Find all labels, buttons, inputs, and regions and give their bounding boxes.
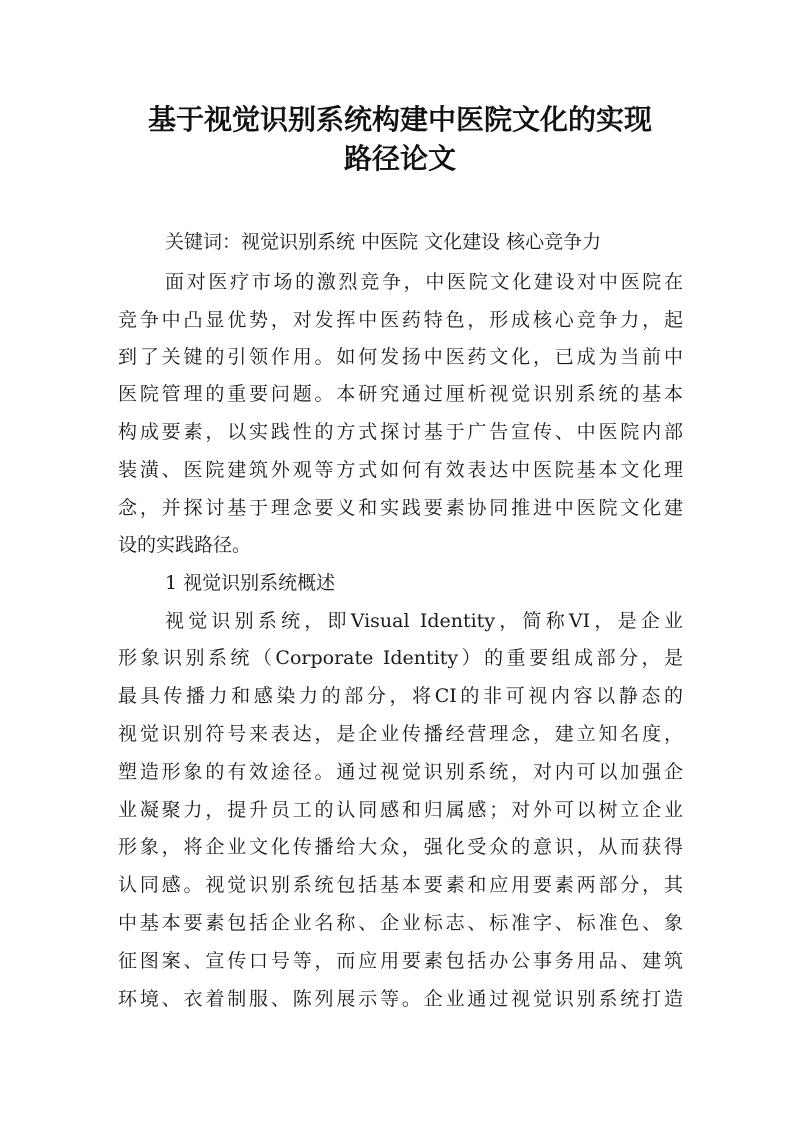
body-line: 认同感。视觉识别系统包括基本要素和应用要素两部分，其 <box>118 874 683 896</box>
document-title-line-1: 基于视觉识别系统构建中医院文化的实现 <box>147 103 652 136</box>
abstract-line: 构成要素，以实践性的方式探讨基于广告宣传、中医院内部 <box>118 421 683 443</box>
body-line: 环境、衣着制服、陈列展示等。企业通过视觉识别系统打造 <box>118 988 683 1010</box>
abstract-line: 医院管理的重要问题。本研究通过厘析视觉识别系统的基本 <box>118 383 683 405</box>
body-line: 业凝聚力，提升员工的认同感和归属感；对外可以树立企业 <box>118 799 683 821</box>
body-line: 形象识别系统（Corporate Identity）的重要组成部分，是 <box>118 647 683 669</box>
body-line: 征图案、宣传口号等，而应用要素包括办公事务用品、建筑 <box>118 950 683 972</box>
body-line: 中基本要素包括企业名称、企业标志、标准字、标准色、象 <box>118 912 683 934</box>
abstract-line: 装潢、医院建筑外观等方式如何有效表达中医院基本文化理 <box>118 459 683 481</box>
abstract-line: 面对医疗市场的激烈竞争，中医院文化建设对中医院在 <box>165 271 683 293</box>
body-line: 形象，将企业文化传播给大众，强化受众的意识，从而获得 <box>118 836 683 858</box>
body-line: 视觉识别符号来表达，是企业传播经营理念，建立知名度， <box>118 723 683 745</box>
document-title-line-2: 路径论文 <box>343 142 456 175</box>
abstract-line: 念，并探讨基于理念要义和实践要素协同推进中医院文化建 <box>118 497 683 519</box>
abstract-line: 竞争中凸显优势，对发挥中医药特色，形成核心竞争力，起 <box>118 309 683 331</box>
abstract-line: 设的实践路径。 <box>118 534 252 556</box>
body-line: 视觉识别系统，即Visual Identity，简称VI，是企业 <box>165 610 683 632</box>
body-line: 最具传播力和感染力的部分，将CI的非可视内容以静态的 <box>118 685 683 707</box>
abstract-line: 到了关键的引领作用。如何发扬中医药文化，已成为当前中 <box>118 346 683 368</box>
section-heading: 1 视觉识别系统概述 <box>165 572 336 594</box>
keywords-line: 关键词：视觉识别系统 中医院 文化建设 核心竞争力 <box>165 231 602 253</box>
body-line: 塑造形象的有效途径。通过视觉识别系统，对内可以加强企 <box>118 761 683 783</box>
